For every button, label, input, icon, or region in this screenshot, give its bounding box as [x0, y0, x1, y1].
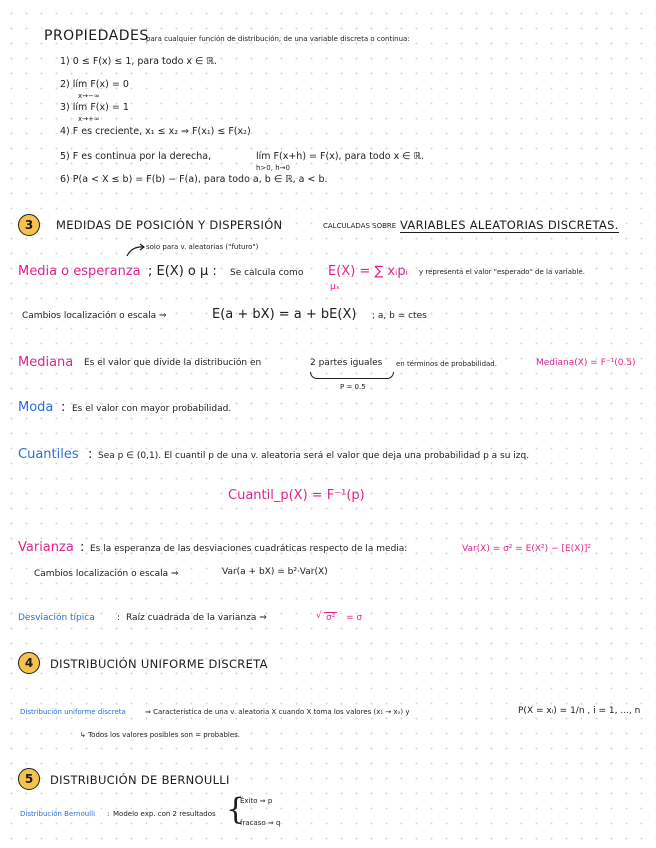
mediana-under-note: P = 0.5: [340, 383, 366, 391]
section-3-title-mid: CALCULADAS SOBRE: [323, 222, 397, 230]
bernoulli-outcome-exito: Éxito ⇒ p: [240, 797, 273, 805]
media-note: solo para v. aleatorias ("futuro"): [146, 243, 259, 251]
cuantiles-formula: Cuantil_p(X) = F⁻¹(p): [228, 488, 365, 503]
mediana-desc-pre: Es el valor que divide la distribución en: [84, 358, 262, 368]
media-term: Media o esperanza: [18, 264, 141, 279]
mediana-desc-post: en términos de probabilidad.: [396, 360, 497, 368]
media-formula-under: μₓ: [330, 282, 340, 292]
uniforme-formula: P(X = xᵢ) = 1/n , i = 1, ..., n: [518, 706, 641, 716]
cuantiles-colon: :: [88, 447, 93, 462]
media-formula: E(X) = ∑ xᵢpᵢ: [328, 264, 408, 279]
propiedad-5-limit-sub: h>0, h→0: [256, 164, 290, 172]
uniforme-desc: ⇒ Característica de una v. aleatoria X cuando X toma los valores (x₁ → xₙ) y: [145, 708, 410, 716]
desviacion-formula-eq: = σ: [346, 613, 363, 623]
propiedad-2: 2) lím F(x) = 0: [60, 79, 129, 90]
moda-colon: :: [61, 400, 66, 415]
media-cambios-label: Cambios localización o escala ⇒: [22, 311, 167, 321]
section-4-number-badge: 4: [18, 652, 40, 674]
propiedades-title: PROPIEDADES: [44, 28, 149, 44]
desviacion-sqrt-sign: √: [316, 611, 322, 621]
bernoulli-outcome-fracaso: fracaso ⇒ q: [240, 819, 281, 827]
mediana-desc-underlined: 2 partes iguales: [310, 358, 383, 368]
propiedad-3-limit-sub: x→+∞: [78, 115, 100, 123]
cuantiles-desc: Sea p ∈ (0,1). El cuantil p de una v. aleatoria será el valor que deja una probabilidad p a su izq.: [98, 451, 530, 461]
propiedad-5-limit: lím F(x+h) = F(x), para todo x ∈ ℝ.: [256, 151, 425, 162]
curved-arrow-icon: [126, 244, 146, 258]
propiedad-5: 5) F es continua por la derecha,: [60, 151, 212, 162]
desviacion-formula-sqrt: σ²: [326, 613, 336, 623]
bernoulli-term: Distribución Bernoulli: [20, 810, 96, 818]
section-3-number-badge: 3: [18, 214, 40, 236]
varianza-term: Varianza: [18, 540, 74, 555]
bernoulli-brace: {: [226, 792, 246, 827]
media-desc2: y representa el valor "esperado" de la variable.: [419, 268, 585, 276]
varianza-formula: Var(X) = σ² = E(X²) − [E(X)]²: [462, 544, 591, 554]
propiedad-3: 3) lím F(x) = 1: [60, 102, 129, 113]
bernoulli-desc: Modelo exp. con 2 resultados: [113, 810, 216, 818]
moda-term: Moda: [18, 400, 54, 415]
media-cambios-formula: E(a + bX) = a + bE(X): [212, 307, 357, 322]
varianza-desc: Es la esperanza de las desviaciones cuadráticas respecto de la media:: [90, 544, 408, 554]
propiedad-4: 4) F es creciente, x₁ ≤ x₂ ⇒ F(x₁) ≤ F(x₂): [60, 126, 251, 137]
desviacion-colon: :: [117, 613, 121, 623]
moda-desc: Es el valor con mayor probabilidad.: [72, 404, 232, 414]
mediana-underbrace: [310, 372, 394, 379]
cuantiles-term: Cuantiles: [18, 447, 79, 462]
section-5-title: DISTRIBUCIÓN DE BERNOULLI: [50, 773, 230, 787]
mediana-term: Mediana: [18, 355, 74, 370]
uniforme-note: ↳ Todos los valores posibles son = probables.: [80, 731, 241, 739]
media-symbols: ; E(X) o μ :: [148, 264, 217, 279]
propiedad-2-limit-sub: x→−∞: [78, 92, 100, 100]
varianza-cambios-label: Cambios localización o escala ⇒: [34, 569, 179, 579]
media-desc: Se calcula como: [230, 268, 304, 278]
propiedades-subtitle: para cualquier función de distribución, de una variable discreta o continua:: [146, 35, 410, 43]
media-cambios-note: ; a, b = ctes: [372, 311, 427, 321]
section-4-title: DISTRIBUCIÓN UNIFORME DISCRETA: [50, 657, 268, 671]
propiedad-6: 6) P(a < X ≤ b) = F(b) − F(a), para todo a, b ∈ ℝ, a < b.: [60, 174, 328, 185]
varianza-colon: :: [80, 540, 85, 555]
desviacion-term: Desviación típica: [18, 613, 95, 623]
uniforme-term: Distribución uniforme discreta: [20, 708, 126, 716]
section-3-title-underlined: VARIABLES ALEATORIAS DISCRETAS.: [400, 218, 619, 232]
propiedad-1: 1) 0 ≤ F(x) ≤ 1, para todo x ∈ ℝ.: [60, 56, 217, 67]
varianza-cambios-formula: Var(a + bX) = b²·Var(X): [222, 567, 328, 577]
section-5-number-badge: 5: [18, 768, 40, 790]
desviacion-desc: Raíz cuadrada de la varianza ⇒: [126, 613, 267, 623]
bernoulli-colon: :: [107, 810, 110, 818]
section-3-title-pre: MEDIDAS DE POSICIÓN Y DISPERSIÓN: [56, 218, 283, 232]
mediana-formula: Mediana(X) = F⁻¹(0.5): [536, 358, 636, 368]
